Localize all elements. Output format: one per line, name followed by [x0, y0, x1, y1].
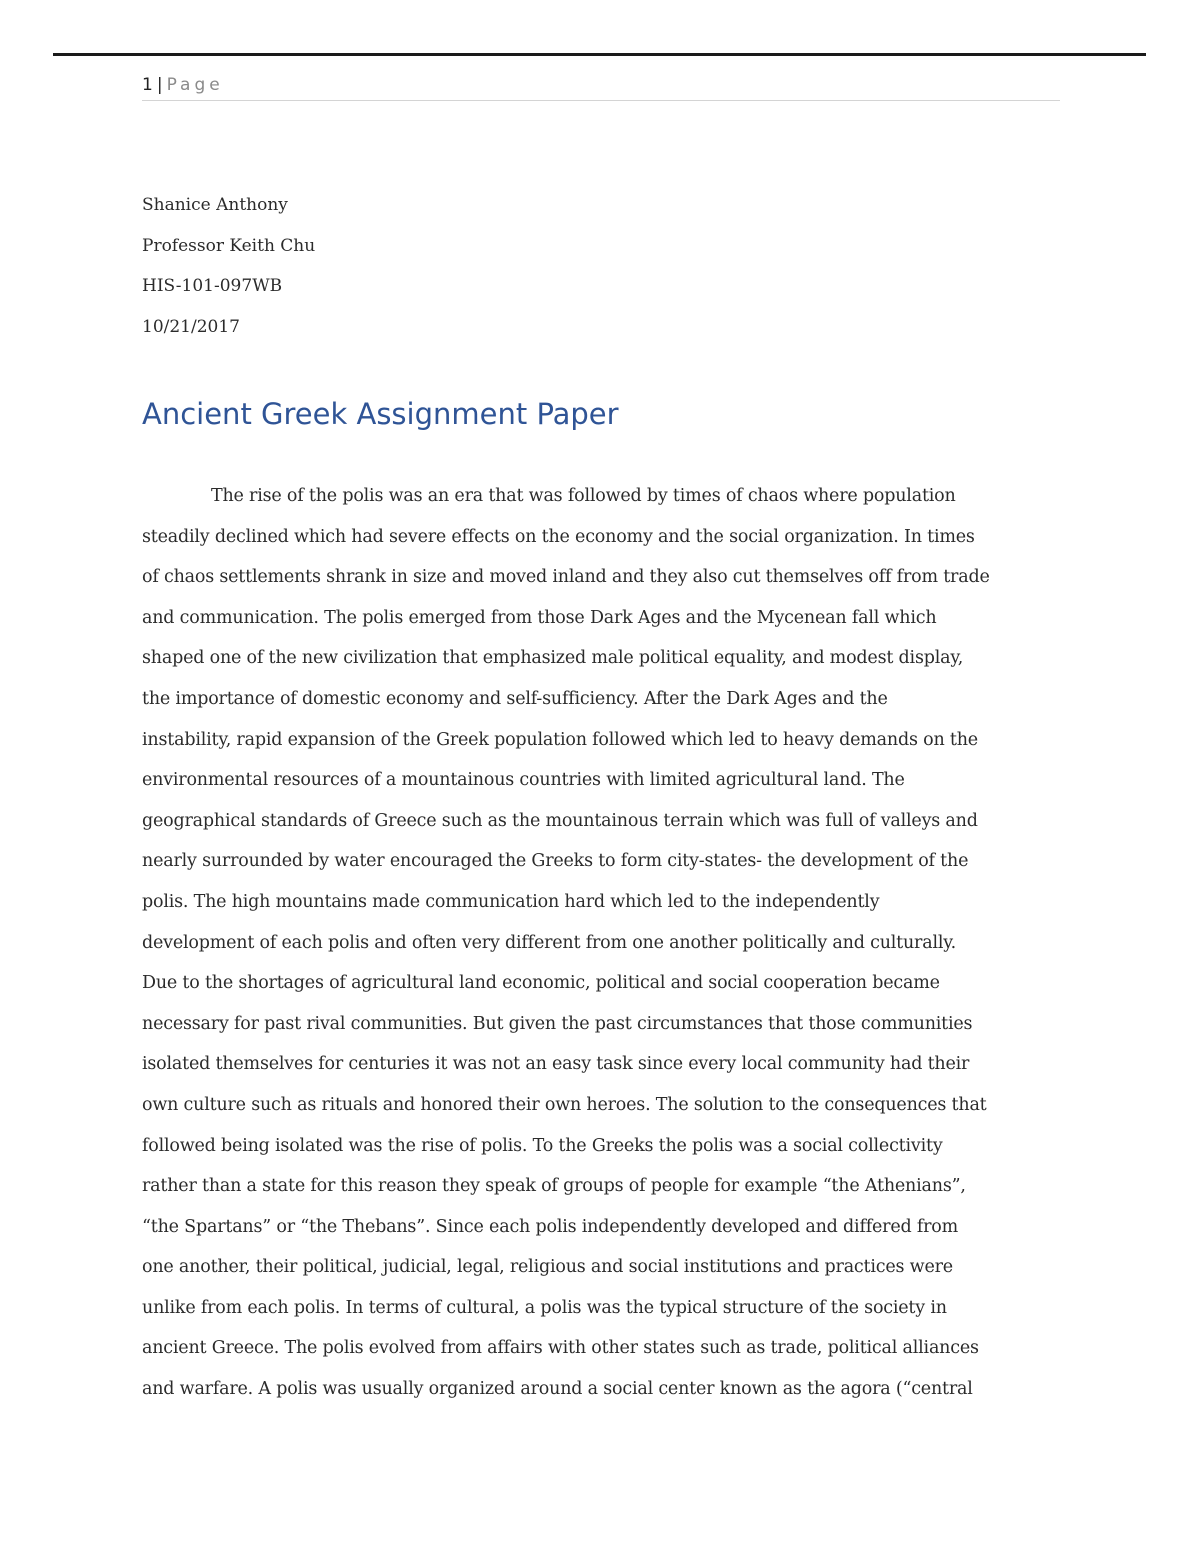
body-line: shaped one of the new civilization that emphasized male political equality, and modest display, [142, 648, 964, 669]
page-separator: | [156, 75, 163, 95]
body-line: development of each polis and often very different from one another politically and culturally. [142, 932, 956, 953]
document-title: Ancient Greek Assignment Paper [142, 397, 619, 431]
body-line: own culture such as rituals and honored their own heroes. The solution to the consequences that [142, 1094, 987, 1115]
student-name: Shanice Anthony [142, 195, 288, 215]
body-line: polis. The high mountains made communication hard which led to the independently [142, 891, 880, 912]
heading-block [142, 185, 315, 348]
body-line: geographical standards of Greece such as the mountainous terrain which was full of valleys and [142, 810, 978, 831]
professor-name: Professor Keith Chu [142, 235, 316, 256]
body-line: isolated themselves for centuries it was not an easy task since every local community had their [142, 1054, 970, 1075]
body-line: followed being isolated was the rise of polis. To the Greeks the polis was a social collectivity [142, 1135, 943, 1156]
body-line: ancient Greece. The polis evolved from affairs with other states such as trade, political alliances [142, 1338, 979, 1359]
body-line: rather than a state for this reason they speak of groups of people for example “the Athenians”, [142, 1176, 966, 1197]
body-line: instability, rapid expansion of the Greek population followed which led to heavy demands on the [142, 729, 978, 750]
body-line: one another, their political, judicial, legal, religious and social institutions and practices were [142, 1257, 953, 1278]
body-line: nearly surrounded by water encouraged the Greeks to form city-states- the development of the [142, 851, 969, 872]
page-number: 1 [142, 75, 153, 95]
top-rule [53, 53, 1146, 56]
body-line: necessary for past rival communities. But given the past circumstances that those communities [142, 1013, 973, 1034]
date: 10/21/2017 [142, 317, 240, 338]
page-label: Page [166, 75, 224, 95]
body-line: the importance of domestic economy and self-sufficiency. After the Dark Ages and the [142, 688, 888, 709]
body-line: unlike from each polis. In terms of cultural, a polis was the typical structure of the society in [142, 1297, 947, 1318]
body-line: The rise of the polis was an era that was followed by times of chaos where population [211, 486, 956, 506]
body-line: “the Spartans” or “the Thebans”. Since each polis independently developed and differed from [142, 1216, 959, 1237]
body-line: environmental resources of a mountainous countries with limited agricultural land. The [142, 770, 905, 791]
body-line: and warfare. A polis was usually organized around a social center known as the agora (“central [142, 1379, 973, 1400]
body-line: Due to the shortages of agricultural land economic, political and social cooperation became [142, 973, 940, 994]
body-line: and communication. The polis emerged from those Dark Ages and the Mycenean fall which [142, 607, 937, 628]
course-code: HIS-101-097WB [142, 276, 283, 297]
body-paragraph [142, 476, 1060, 1410]
body-line: of chaos settlements shrank in size and moved inland and they also cut themselves off from trade [142, 567, 990, 588]
page-header [142, 74, 1060, 101]
body-line: steadily declined which had severe effects on the economy and the social organization. In times [142, 526, 975, 547]
